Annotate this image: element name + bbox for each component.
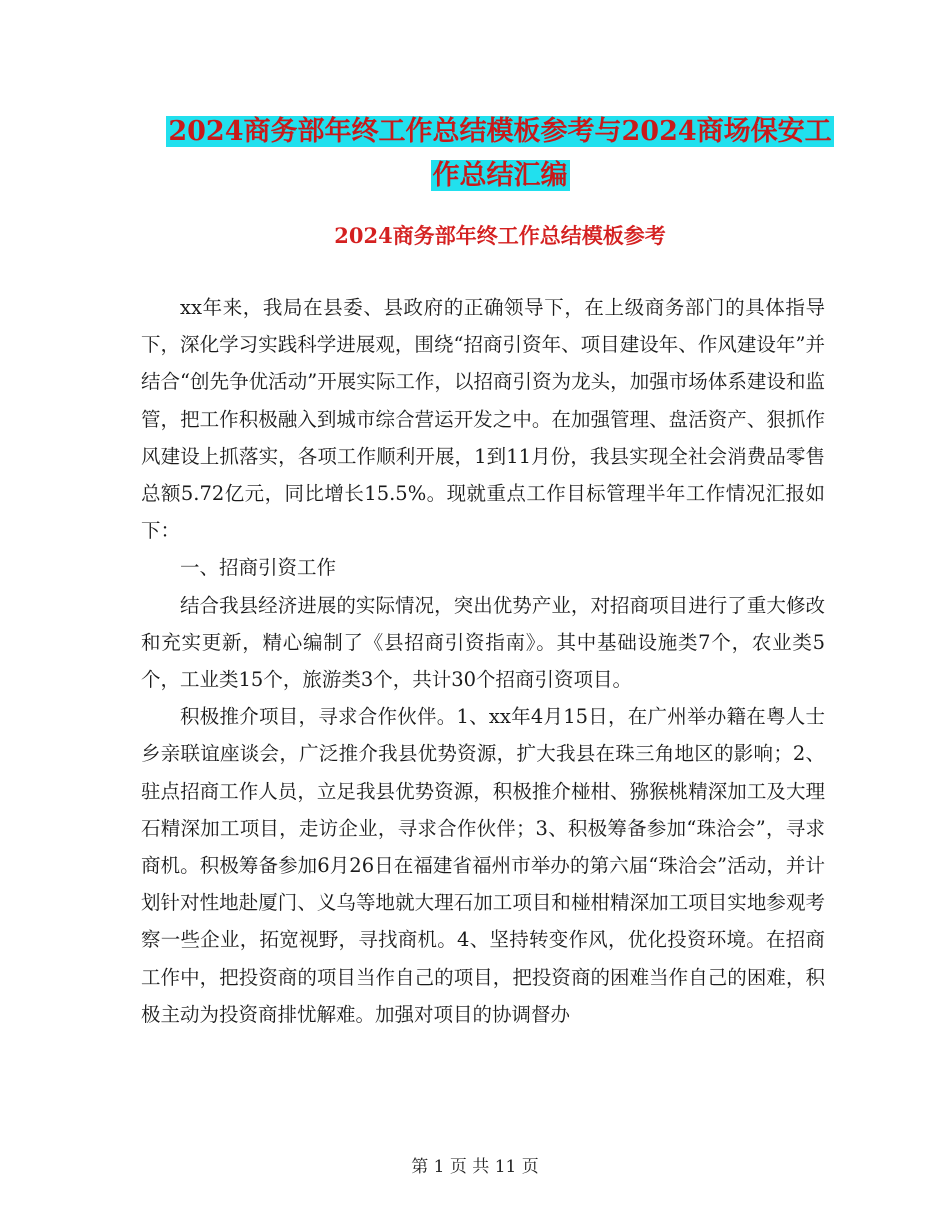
paragraph-project-promotion: 积极推介项目，寻求合作伙伴。1、xx年4月15日，在广州举办籍在粤人士乡亲联谊座谈会，广泛推介我县优势资源，扩大我县在珠三角地区的影响；2、驻点招商工作人员，立足我县优势资源，积极推介椪柑、猕猴桃精深加工及大理石精深加工项目，走访企业，寻求合作伙伴；3、积极筹备参加“珠洽会”，寻求商机。积极筹备参加6月26日在福建省福州市举办的第六届“珠洽会”活动，并计划针对性地赴厦门、义乌等地就大理石加工项目和椪柑精深加工项目实地参观考察一些企业，拓宽视野，寻找商机。4、坚持转变作风，优化投资环境。在招商工作中，把投资商的项目当作自己的项目，把投资商的困难当作自己的困难，积极主动为投资商排忧解难。加强对项目的协调督办 [141,705,825,1026]
paragraph-intro: xx年来，我局在县委、县政府的正确领导下，在上级商务部门的具体指导下，深化学习实践科学进展观，围绕“招商引资年、项目建设年、作风建设年”并结合“创先争优活动”开展实际工作，以招商引资为龙头，加强市场体系建设和监管，把工作积极融入到城市综合营运开发之中。在加强管理、盘活资产、狠抓作风建设上抓落实，各项工作顺利开展，1到11月份，我县实现全社会消费品零售总额5.72亿元，同比增长15.5%。现就重点工作目标管理半年工作情况汇报如下： [141,296,825,543]
section-title: 2024商务部年终工作总结模板参考 [334,223,666,248]
document-title-line-2: 作总结汇编 [432,160,568,191]
page-footer: 第 1 页 共 11 页 [411,1157,539,1177]
paragraph-heading-investment: 一、招商引资工作 [180,556,337,580]
document-title [140,110,860,198]
document-title-line-1: 2024商务部年终工作总结模板参考与2024商场保安工 [168,116,832,147]
paragraph-investment-guide: 结合我县经济进展的实际情况，突出优势产业，对招商项目进行了重大修改和充实更新，精心编制了《县招商引资指南》。其中基础设施类7个，农业类5个，工业类15个，旅游类3个，共计30个招商引资项目。 [141,593,825,692]
document-body [141,289,825,1033]
